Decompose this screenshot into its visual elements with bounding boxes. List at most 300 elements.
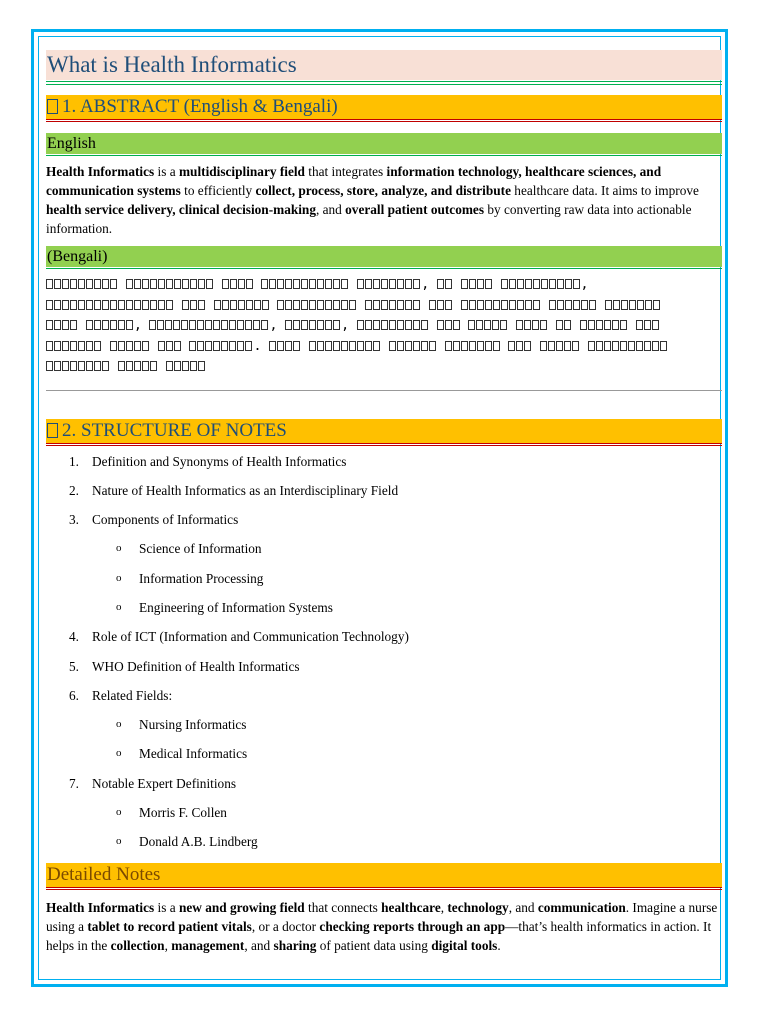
missing-glyph-icon: [453, 320, 460, 330]
list-item-text: Role of ICT (Information and Communication Technology): [92, 629, 409, 645]
list-item-text: Engineering of Information Systems: [139, 599, 333, 615]
missing-glyph-icon: [197, 341, 204, 351]
list-item-text: Notable Expert Definitions: [92, 775, 237, 791]
missing-glyph-icon: [524, 341, 531, 351]
missing-glyph-icon: [166, 341, 173, 351]
missing-glyph-icon: [229, 341, 236, 351]
missing-glyph-icon: [437, 320, 444, 330]
missing-glyph-icon: [70, 361, 77, 371]
missing-glyph-icon: [636, 320, 643, 330]
bold-text: Health Informatics: [46, 899, 155, 915]
missing-glyph-icon: [70, 341, 77, 351]
missing-glyph-icon: [397, 279, 404, 289]
missing-glyph-icon: [261, 279, 268, 289]
missing-glyph-icon: [94, 320, 101, 330]
missing-glyph-icon: [357, 320, 364, 330]
bold-text: information technology, healthcare sciences, and communication systems: [46, 164, 662, 198]
missing-glyph-icon: [429, 341, 436, 351]
missing-glyph-icon: [405, 341, 412, 351]
missing-glyph-icon: [134, 300, 141, 310]
missing-glyph-icon: [613, 300, 620, 310]
missing-glyph-icon: [86, 361, 93, 371]
list-item: [46, 681, 722, 710]
missing-glyph-icon: [548, 341, 555, 351]
missing-glyph-icon: [102, 320, 109, 330]
missing-glyph-icon: [413, 320, 420, 330]
missing-glyph-icon: [110, 320, 117, 330]
missing-glyph-icon: [325, 300, 332, 310]
missing-glyph-icon: [620, 320, 627, 330]
missing-glyph-icon: [309, 341, 316, 351]
missing-glyph-icon: [445, 300, 452, 310]
missing-glyph-icon: [54, 320, 61, 330]
missing-glyph-icon: [309, 320, 316, 330]
text-run: is a: [154, 899, 179, 915]
missing-glyph-icon: [405, 300, 412, 310]
missing-glyph-icon: [612, 341, 619, 351]
missing-glyph-icon: [605, 300, 612, 310]
missing-glyph-icon: [70, 300, 77, 310]
text-run: . Imagine a nurse using a: [46, 899, 718, 934]
missing-glyph-icon: [589, 300, 596, 310]
missing-glyph-icon: [86, 300, 93, 310]
missing-glyph-icon: [269, 341, 276, 351]
missing-glyph-icon: [285, 300, 292, 310]
missing-glyph-icon: [46, 279, 53, 289]
missing-glyph-icon: [54, 279, 61, 289]
missing-glyph-icon: [142, 279, 149, 289]
missing-glyph-icon: [556, 341, 563, 351]
missing-glyph-icon: [373, 279, 380, 289]
missing-glyph-icon: [596, 320, 603, 330]
missing-glyph-icon: [461, 341, 468, 351]
missing-glyph-icon: [118, 361, 125, 371]
missing-glyph-icon: [317, 279, 324, 289]
bengali-text-line: , , ,: [46, 316, 722, 337]
missing-glyph-icon: [461, 300, 468, 310]
list-item-text: Definition and Synonyms of Health Informatics: [92, 453, 347, 469]
list-item-text: Related Fields:: [92, 687, 173, 703]
missing-glyph-icon: [198, 361, 205, 371]
missing-glyph-icon: [365, 300, 372, 310]
missing-glyph-icon: [485, 279, 492, 289]
structure-heading: [46, 419, 722, 443]
missing-glyph-icon: [365, 279, 372, 289]
missing-glyph-icon: [213, 341, 220, 351]
missing-glyph-icon: [181, 320, 188, 330]
missing-glyph-icon: [293, 341, 300, 351]
missing-glyph-icon: [221, 320, 228, 330]
bold-text: checking reports through an app: [319, 918, 506, 934]
list-number: 4.: [69, 629, 79, 645]
missing-glyph-icon: [349, 341, 356, 351]
missing-glyph-icon: [150, 300, 157, 310]
missing-glyph-icon: [525, 279, 532, 289]
missing-glyph-icon: [413, 279, 420, 289]
missing-glyph-icon: [492, 320, 499, 330]
missing-glyph-icon: [317, 320, 324, 330]
missing-glyph-icon: [166, 300, 173, 310]
missing-glyph-icon: [621, 300, 628, 310]
missing-glyph-icon: [325, 341, 332, 351]
missing-glyph-icon: [333, 300, 340, 310]
missing-glyph-icon: [469, 300, 476, 310]
missing-glyph-icon: [46, 341, 53, 351]
missing-glyph-icon: [612, 320, 619, 330]
missing-glyph-icon: [580, 320, 587, 330]
missing-glyph-icon: [445, 279, 452, 289]
missing-glyph-icon: [588, 320, 595, 330]
missing-glyph-icon: [62, 300, 69, 310]
list-subitem: [46, 710, 722, 739]
list-subitem: [46, 593, 722, 622]
missing-glyph-icon: [142, 300, 149, 310]
detailed-notes-body: [46, 898, 722, 955]
missing-glyph-icon: [461, 279, 468, 289]
missing-glyph-icon: [245, 320, 252, 330]
missing-glyph-icon: [134, 279, 141, 289]
missing-glyph-icon: [198, 279, 205, 289]
missing-glyph-icon: [166, 361, 173, 371]
missing-glyph-icon: [620, 341, 627, 351]
missing-glyph-icon: [357, 279, 364, 289]
missing-glyph-icon: [445, 320, 452, 330]
missing-glyph-icon: [373, 341, 380, 351]
bengali-label: (Bengali): [46, 246, 722, 267]
missing-glyph-icon: [86, 279, 93, 289]
missing-glyph-icon: [238, 300, 245, 310]
list-item: [46, 505, 722, 534]
missing-glyph-icon: [174, 279, 181, 289]
missing-glyph-icon: [653, 300, 660, 310]
missing-glyph-icon: [277, 341, 284, 351]
list-item: [46, 652, 722, 681]
bold-text: multidisciplinary field: [178, 164, 305, 179]
missing-glyph-icon: [237, 341, 244, 351]
missing-glyph-icon: [389, 320, 396, 330]
missing-glyph-icon: [540, 320, 547, 330]
missing-glyph-icon: [325, 320, 332, 330]
missing-glyph-icon: [293, 320, 300, 330]
missing-glyph-icon: [493, 300, 500, 310]
missing-glyph-icon: [604, 320, 611, 330]
missing-glyph-icon: [437, 300, 444, 310]
list-number: 7.: [69, 775, 79, 791]
bengali-text-line: [46, 296, 722, 317]
missing-glyph-icon: [389, 279, 396, 289]
missing-glyph-icon: [197, 320, 204, 330]
text-run: .: [497, 937, 501, 953]
missing-glyph-icon: [532, 320, 539, 330]
missing-glyph-icon: [509, 300, 516, 310]
detailed-notes-heading: Detailed Notes: [46, 863, 722, 887]
missing-glyph-icon: [549, 300, 556, 310]
missing-glyph-icon: [118, 341, 125, 351]
missing-glyph-icon: [174, 341, 181, 351]
missing-glyph-icon: [173, 320, 180, 330]
missing-glyph-icon: [190, 361, 197, 371]
missing-glyph-icon: [477, 341, 484, 351]
list-subitem: [46, 564, 722, 593]
missing-glyph-icon: [46, 320, 53, 330]
bengali-abstract: [46, 275, 722, 378]
missing-glyph-icon: [565, 279, 572, 289]
missing-glyph-icon: [182, 300, 189, 310]
missing-glyph-icon: [245, 341, 252, 351]
missing-glyph-icon: [596, 341, 603, 351]
missing-glyph-icon: [277, 279, 284, 289]
missing-glyph-icon: [421, 320, 428, 330]
missing-glyph-icon: [102, 361, 109, 371]
missing-glyph-icon: [309, 279, 316, 289]
missing-glyph-icon: [149, 320, 156, 330]
missing-glyph-icon: [54, 361, 61, 371]
missing-glyph-icon: [557, 279, 564, 289]
missing-glyph-icon: [405, 320, 412, 330]
missing-glyph-icon: [629, 300, 636, 310]
missing-glyph-icon: [47, 99, 58, 114]
missing-glyph-icon: [62, 320, 69, 330]
missing-glyph-icon: [102, 279, 109, 289]
missing-glyph-icon: [86, 320, 93, 330]
missing-glyph-icon: [572, 341, 579, 351]
list-item-text: Information Processing: [139, 570, 264, 586]
missing-glyph-icon: [381, 320, 388, 330]
missing-glyph-icon: [285, 341, 292, 351]
missing-glyph-icon: [46, 361, 53, 371]
missing-glyph-icon: [126, 300, 133, 310]
english-label: English: [46, 133, 722, 154]
missing-glyph-icon: [254, 300, 261, 310]
missing-glyph-icon: [565, 300, 572, 310]
missing-glyph-icon: [190, 300, 197, 310]
missing-glyph-icon: [62, 341, 69, 351]
list-item: [46, 769, 722, 798]
missing-glyph-icon: [277, 300, 284, 310]
page-title: What is Health Informatics: [46, 50, 722, 80]
english-abstract: [46, 162, 722, 238]
missing-glyph-icon: [301, 320, 308, 330]
missing-glyph-icon: [54, 300, 61, 310]
missing-glyph-icon: [341, 300, 348, 310]
missing-glyph-icon: [165, 320, 172, 330]
missing-glyph-icon: [230, 300, 237, 310]
missing-glyph-icon: [493, 341, 500, 351]
missing-glyph-icon: [485, 300, 492, 310]
bold-text: management: [171, 937, 245, 953]
text-run: that connects: [304, 899, 382, 915]
missing-glyph-icon: [222, 279, 229, 289]
missing-glyph-icon: [102, 300, 109, 310]
missing-glyph-icon: [110, 300, 117, 310]
missing-glyph-icon: [126, 361, 133, 371]
bold-text: technology: [447, 899, 509, 915]
missing-glyph-icon: [445, 341, 452, 351]
missing-glyph-icon: [150, 361, 157, 371]
text-run: —that’s health informatics in action. It helps in the: [46, 918, 712, 953]
missing-glyph-icon: [70, 320, 77, 330]
missing-glyph-icon: [477, 279, 484, 289]
missing-glyph-icon: [205, 341, 212, 351]
missing-glyph-icon: [206, 279, 213, 289]
missing-glyph-icon: [397, 320, 404, 330]
text-run: is a: [154, 164, 179, 179]
document-content: [46, 50, 722, 955]
list-item: [46, 447, 722, 476]
missing-glyph-icon: [213, 320, 220, 330]
bullet-marker: o: [116, 571, 122, 584]
missing-glyph-icon: [78, 300, 85, 310]
bullet-marker: o: [116, 747, 122, 760]
missing-glyph-icon: [485, 341, 492, 351]
text-run: to efficiently: [180, 183, 256, 198]
missing-glyph-icon: [158, 279, 165, 289]
missing-glyph-icon: [365, 341, 372, 351]
missing-glyph-icon: [142, 341, 149, 351]
missing-glyph-icon: [549, 279, 556, 289]
missing-glyph-icon: [484, 320, 491, 330]
missing-glyph-icon: [78, 341, 85, 351]
text-run: , and: [244, 937, 274, 953]
missing-glyph-icon: [509, 279, 516, 289]
missing-glyph-icon: [501, 300, 508, 310]
missing-glyph-icon: [525, 300, 532, 310]
missing-glyph-icon: [214, 300, 221, 310]
bold-text: new and growing field: [178, 899, 305, 915]
missing-glyph-icon: [166, 279, 173, 289]
missing-glyph-icon: [333, 320, 340, 330]
bold-text: collect, process, store, analyze, and distribute: [255, 183, 511, 198]
text-run: of patient data using: [316, 937, 432, 953]
list-item-text: Nursing Informatics: [139, 717, 247, 733]
missing-glyph-icon: [508, 341, 515, 351]
missing-glyph-icon: [47, 423, 58, 438]
missing-glyph-icon: [237, 320, 244, 330]
bold-text: sharing: [273, 937, 317, 953]
missing-glyph-icon: [182, 279, 189, 289]
text-run: , and: [508, 899, 538, 915]
missing-glyph-icon: [540, 341, 547, 351]
text-run: , or a doctor: [251, 918, 320, 934]
missing-glyph-icon: [205, 320, 212, 330]
missing-glyph-icon: [78, 279, 85, 289]
missing-glyph-icon: [413, 300, 420, 310]
bold-text: overall patient outcomes: [345, 202, 485, 217]
missing-glyph-icon: [373, 320, 380, 330]
missing-glyph-icon: [588, 341, 595, 351]
missing-glyph-icon: [126, 341, 133, 351]
missing-glyph-icon: [628, 341, 635, 351]
bold-text: Health Informatics: [46, 164, 155, 179]
missing-glyph-icon: [246, 279, 253, 289]
missing-glyph-icon: [533, 300, 540, 310]
missing-glyph-icon: [637, 300, 644, 310]
missing-glyph-icon: [189, 320, 196, 330]
missing-glyph-icon: [134, 341, 141, 351]
missing-glyph-icon: [652, 320, 659, 330]
list-number: 1.: [69, 453, 79, 469]
missing-glyph-icon: [317, 341, 324, 351]
missing-glyph-icon: [437, 279, 444, 289]
text-run: by converting raw data into actionable information.: [46, 202, 692, 236]
missing-glyph-icon: [564, 320, 571, 330]
structure-heading-text: 2. STRUCTURE OF NOTES: [62, 419, 287, 441]
missing-glyph-icon: [389, 341, 396, 351]
list-item: [46, 476, 722, 505]
missing-glyph-icon: [118, 300, 125, 310]
list-number: 3.: [69, 512, 79, 528]
missing-glyph-icon: [517, 279, 524, 289]
missing-glyph-icon: [524, 320, 531, 330]
missing-glyph-icon: [564, 341, 571, 351]
missing-glyph-icon: [373, 300, 380, 310]
missing-glyph-icon: [469, 279, 476, 289]
list-item-text: Medical Informatics: [139, 746, 248, 762]
missing-glyph-icon: [581, 300, 588, 310]
missing-glyph-icon: [293, 279, 300, 289]
bold-text: tablet to record patient vitals: [87, 918, 252, 934]
missing-glyph-icon: [645, 300, 652, 310]
missing-glyph-icon: [142, 361, 149, 371]
missing-glyph-icon: [62, 361, 69, 371]
missing-glyph-icon: [517, 300, 524, 310]
missing-glyph-icon: [94, 341, 101, 351]
missing-glyph-icon: [405, 279, 412, 289]
missing-glyph-icon: [429, 300, 436, 310]
bullet-marker: o: [116, 718, 122, 731]
missing-glyph-icon: [126, 320, 133, 330]
missing-glyph-icon: [150, 279, 157, 289]
missing-glyph-icon: [262, 300, 269, 310]
missing-glyph-icon: [110, 341, 117, 351]
bold-text: communication: [537, 899, 626, 915]
missing-glyph-icon: [94, 361, 101, 371]
missing-glyph-icon: [636, 341, 643, 351]
missing-glyph-icon: [652, 341, 659, 351]
missing-glyph-icon: [660, 341, 667, 351]
missing-glyph-icon: [261, 320, 268, 330]
bengali-text-line: , ,: [46, 275, 722, 296]
missing-glyph-icon: [174, 361, 181, 371]
missing-glyph-icon: [349, 300, 356, 310]
missing-glyph-icon: [94, 300, 101, 310]
missing-glyph-icon: [476, 320, 483, 330]
missing-glyph-icon: [365, 320, 372, 330]
missing-glyph-icon: [533, 279, 540, 289]
list-item-text: Donald A.B. Lindberg: [139, 834, 258, 850]
missing-glyph-icon: [469, 341, 476, 351]
missing-glyph-icon: [500, 320, 507, 330]
missing-glyph-icon: [397, 300, 404, 310]
missing-glyph-icon: [157, 320, 164, 330]
missing-glyph-icon: [62, 279, 69, 289]
missing-glyph-icon: [477, 300, 484, 310]
missing-glyph-icon: [341, 341, 348, 351]
list-item-text: Morris F. Collen: [139, 805, 227, 821]
missing-glyph-icon: [516, 320, 523, 330]
missing-glyph-icon: [182, 361, 189, 371]
abstract-heading-text: 1. ABSTRACT (English & Bengali): [62, 96, 338, 117]
missing-glyph-icon: [189, 341, 196, 351]
missing-glyph-icon: [357, 341, 364, 351]
missing-glyph-icon: [317, 300, 324, 310]
missing-glyph-icon: [333, 341, 340, 351]
bold-text: healthcare: [381, 899, 441, 915]
list-item: [46, 622, 722, 651]
missing-glyph-icon: [285, 279, 292, 289]
missing-glyph-icon: [341, 279, 348, 289]
missing-glyph-icon: [238, 279, 245, 289]
